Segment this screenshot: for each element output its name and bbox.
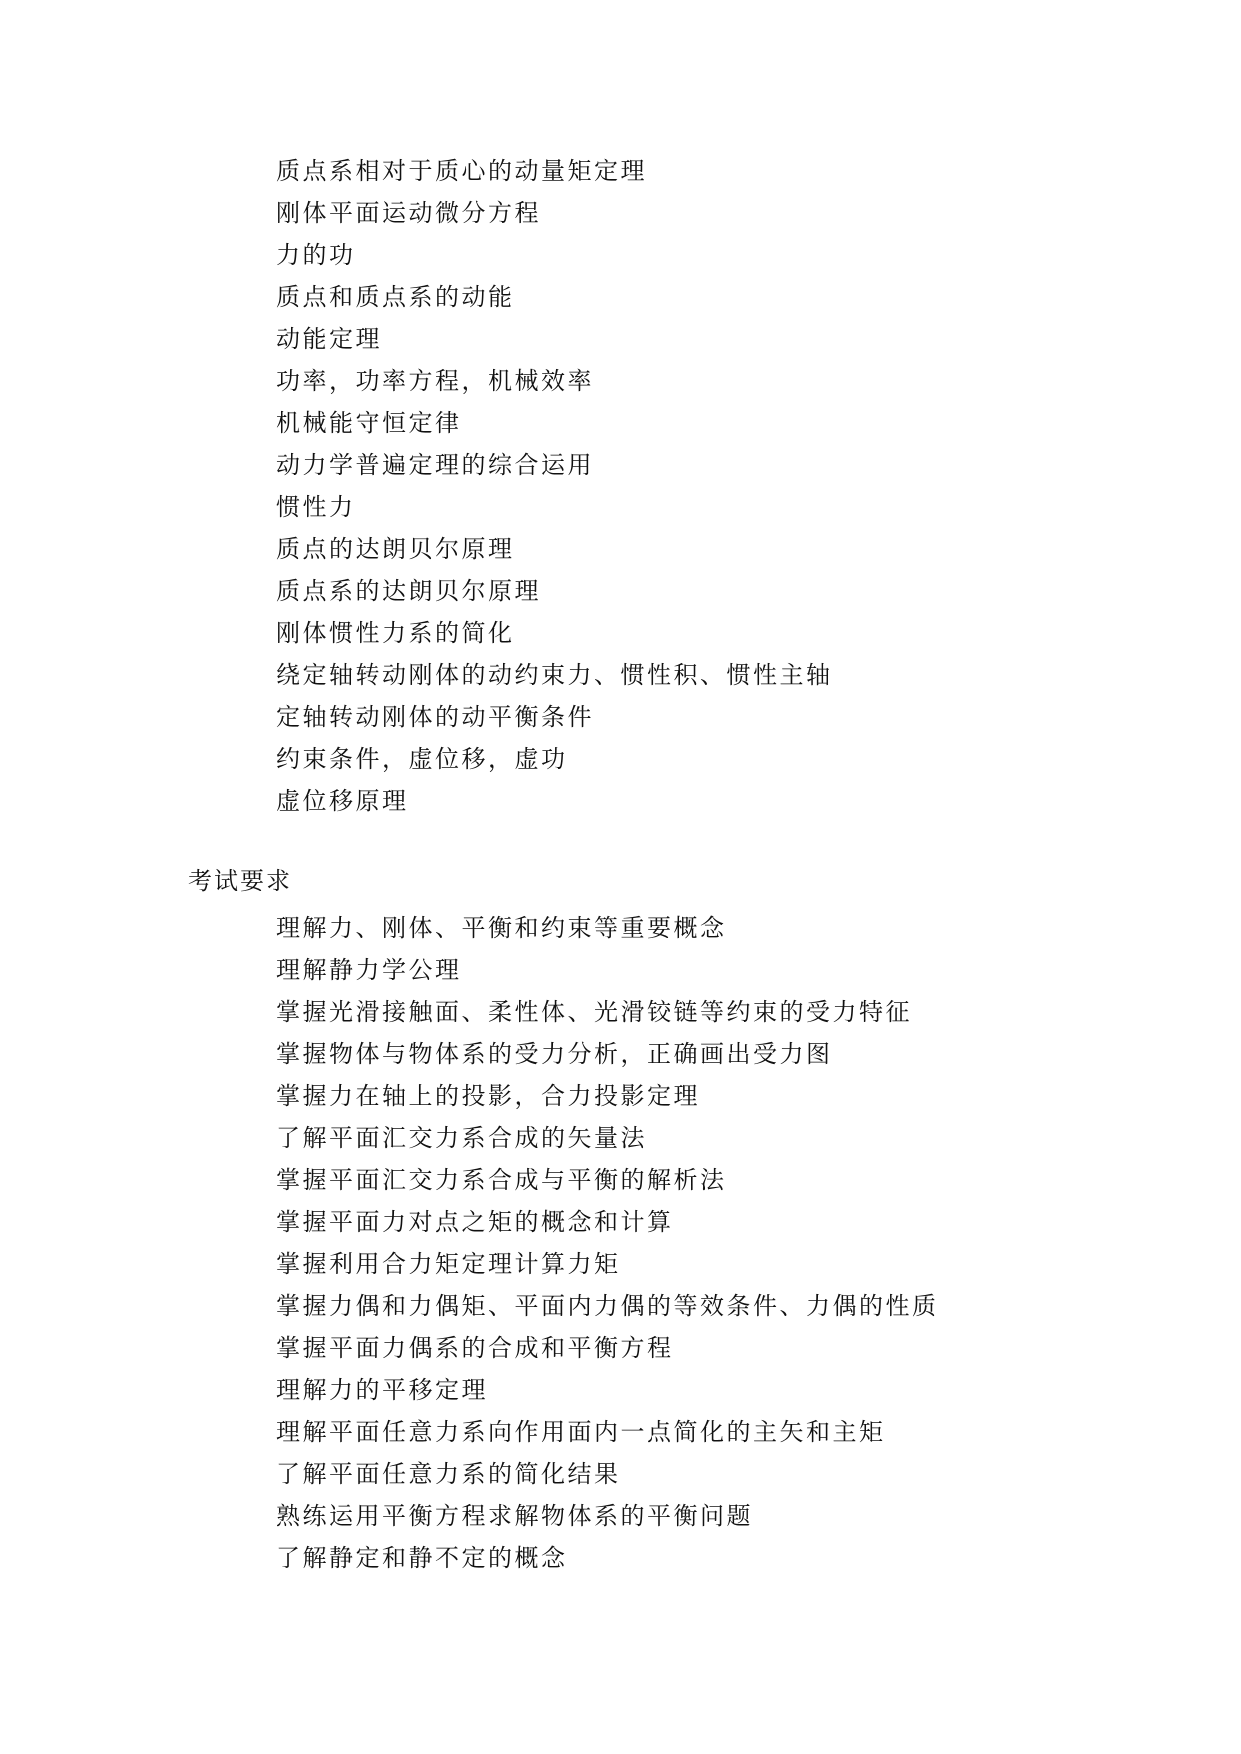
requirements-heading: 考试要求 [188, 867, 292, 895]
topic-item: 绕定轴转动刚体的动约束力、惯性积、惯性主轴 [276, 661, 833, 689]
topic-item: 质点系的达朗贝尔原理 [276, 577, 541, 605]
requirement-item: 掌握平面力偶系的合成和平衡方程 [276, 1334, 674, 1362]
topic-item: 质点和质点系的动能 [276, 283, 515, 311]
requirement-item: 掌握平面力对点之矩的概念和计算 [276, 1208, 674, 1236]
requirement-item: 理解力、刚体、平衡和约束等重要概念 [276, 914, 727, 942]
topic-item: 动力学普遍定理的综合运用 [276, 451, 594, 479]
requirement-item: 理解静力学公理 [276, 956, 462, 984]
topic-item: 定轴转动刚体的动平衡条件 [276, 703, 594, 731]
topic-item: 虚位移原理 [276, 787, 409, 815]
requirement-item: 掌握力偶和力偶矩、平面内力偶的等效条件、力偶的性质 [276, 1292, 939, 1320]
requirement-item: 掌握物体与物体系的受力分析，正确画出受力图 [276, 1040, 833, 1068]
topic-item: 质点系相对于质心的动量矩定理 [276, 157, 647, 185]
requirement-item: 了解平面汇交力系合成的矢量法 [276, 1124, 647, 1152]
topic-item: 机械能守恒定律 [276, 409, 462, 437]
requirement-item: 熟练运用平衡方程求解物体系的平衡问题 [276, 1502, 753, 1530]
requirement-item: 了解平面任意力系的简化结果 [276, 1460, 621, 1488]
requirement-item: 掌握力在轴上的投影，合力投影定理 [276, 1082, 700, 1110]
requirement-item: 掌握平面汇交力系合成与平衡的解析法 [276, 1166, 727, 1194]
requirement-item: 掌握光滑接触面、柔性体、光滑铰链等约束的受力特征 [276, 998, 912, 1026]
topic-item: 刚体惯性力系的简化 [276, 619, 515, 647]
requirement-item: 理解平面任意力系向作用面内一点简化的主矢和主矩 [276, 1418, 886, 1446]
topic-item: 动能定理 [276, 325, 382, 353]
requirement-item: 理解力的平移定理 [276, 1376, 488, 1404]
topic-item: 功率，功率方程，机械效率 [276, 367, 594, 395]
topic-item: 约束条件，虚位移，虚功 [276, 745, 568, 773]
requirement-item: 了解静定和静不定的概念 [276, 1544, 568, 1572]
topic-list [276, 150, 833, 822]
topic-item: 惯性力 [276, 493, 356, 521]
topic-item: 力的功 [276, 241, 356, 269]
topic-item: 质点的达朗贝尔原理 [276, 535, 515, 563]
requirement-item: 掌握利用合力矩定理计算力矩 [276, 1250, 621, 1278]
topic-item: 刚体平面运动微分方程 [276, 199, 541, 227]
requirements-list [276, 907, 939, 1579]
